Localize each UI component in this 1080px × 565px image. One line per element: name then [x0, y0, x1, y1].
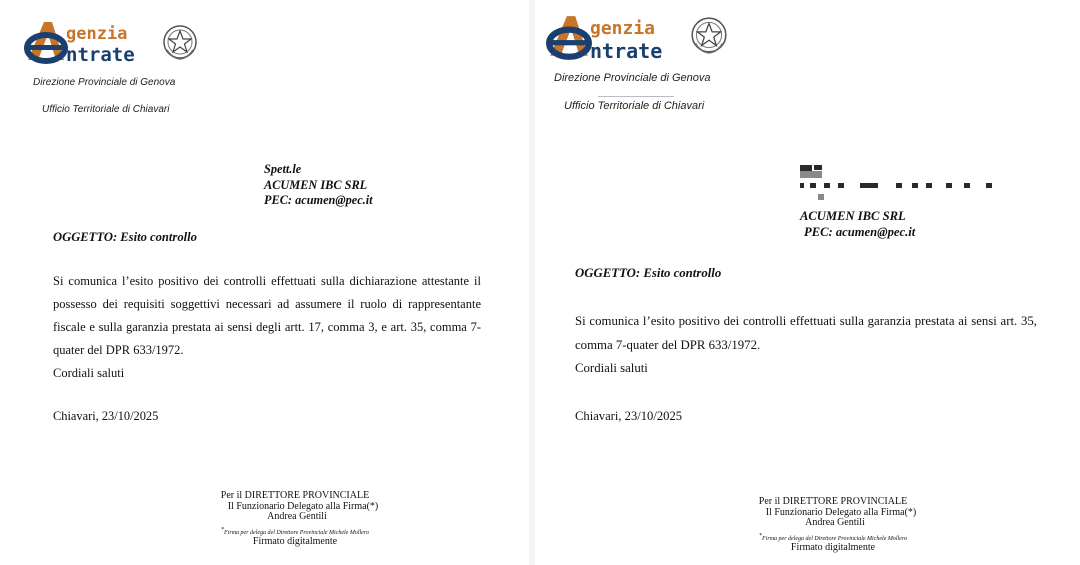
agenzia-a-mark-icon: [546, 14, 592, 62]
letter-left: [0, 0, 528, 565]
subject-label: OGGETTO: [575, 266, 636, 280]
office-direction: Direzione Provinciale di Genova: [554, 72, 711, 84]
place-date: Chiavari, 23/10/2025: [53, 409, 159, 423]
recipient-salutation: Spett.le: [264, 162, 302, 176]
office-separator: [598, 96, 674, 97]
agenzia-entrate-logo: [546, 14, 592, 62]
signature-line-delegate: Il Funzionario Delegato alla Firma(*): [227, 500, 379, 512]
signature-note: [722, 532, 944, 543]
italian-republic-emblem-icon: [690, 14, 728, 56]
recipient-name: ACUMEN IBC SRL: [264, 177, 368, 192]
agenzia-entrate-logo: [24, 20, 68, 66]
body-closing: Cordiali saluti: [575, 361, 648, 375]
body-paragraph: Si comunica l’esito positivo dei controlli effettuati sulla dichiarazione attestante il possesso dei requisiti soggettivi necessari ad assumere il ruolo di rappresentante fiscale e sulla garanzia prestata ai sensi degli artt. 17, comma 3, e art. 35, comma 7-quater del DPR 633/1972.: [53, 274, 481, 357]
body-paragraph: Si comunica l’esito positivo dei controlli effettuati sulla garanzia prestata ai sensi art. 35, comma 7-quater del DPR 633/1972.: [575, 314, 1037, 352]
signature-line-director: Per il DIRETTORE PROVINCIALE: [758, 496, 908, 507]
letter-body: [575, 310, 1037, 381]
office-territorial: Ufficio Territoriale di Chiavari: [42, 104, 170, 115]
place-date: Chiavari, 23/10/2025: [575, 409, 683, 423]
signature-digital: Firmato digitalmente: [252, 535, 338, 547]
signature-digital: Firmato digitalmente: [790, 541, 876, 553]
recipient-pec: PEC: acumen@pec.it: [804, 224, 916, 239]
subject-text: : Esito controllo: [112, 230, 197, 244]
logo-word-entrate: ntrate: [66, 44, 135, 66]
signature-note-text: Firma per delega del Direttore Provinciale Michele Mollero: [224, 529, 369, 536]
signature-name: Andrea Gentili: [267, 511, 327, 522]
subject-line: [575, 266, 721, 281]
signature-note-mark: *: [221, 526, 225, 533]
subject-line: [53, 230, 197, 245]
office-direction: Direzione Provinciale di Genova: [33, 77, 176, 88]
recipient-block: [800, 209, 915, 240]
signature-note-text: Firma per delega del Direttore Provinciale Michele Mollero: [762, 535, 907, 542]
letter-body: [53, 270, 481, 385]
signature-block: [722, 497, 944, 553]
recipient-block: [264, 162, 373, 209]
signature-name: Andrea Gentili: [805, 517, 865, 528]
logo-word-agenzia: genzia: [590, 18, 656, 39]
signature-line-director: Per il DIRETTORE PROVINCIALE: [220, 490, 370, 501]
signature-block: [190, 491, 400, 547]
signature-note: [190, 526, 400, 537]
italian-republic-emblem-icon: [162, 22, 198, 62]
office-territorial: Ufficio Territoriale di Chiavari: [564, 100, 705, 112]
signature-note-mark: *: [759, 532, 763, 539]
recipient-name: ACUMEN IBC SRL: [800, 209, 906, 223]
subject-text: : Esito controllo: [635, 266, 722, 280]
subject-label: OGGETTO: [53, 230, 113, 244]
recipient-pec: PEC: acumen@pec.it: [264, 193, 373, 207]
logo-word-agenzia: genzia: [66, 24, 128, 44]
letter-right: [536, 0, 1080, 565]
logo-word-entrate: ntrate: [590, 39, 663, 63]
agenzia-a-mark-icon: [24, 20, 68, 66]
page-divider: [529, 0, 535, 565]
body-closing: Cordiali saluti: [53, 366, 125, 380]
signature-line-delegate: Il Funzionario Delegato alla Firma(*): [765, 506, 917, 518]
